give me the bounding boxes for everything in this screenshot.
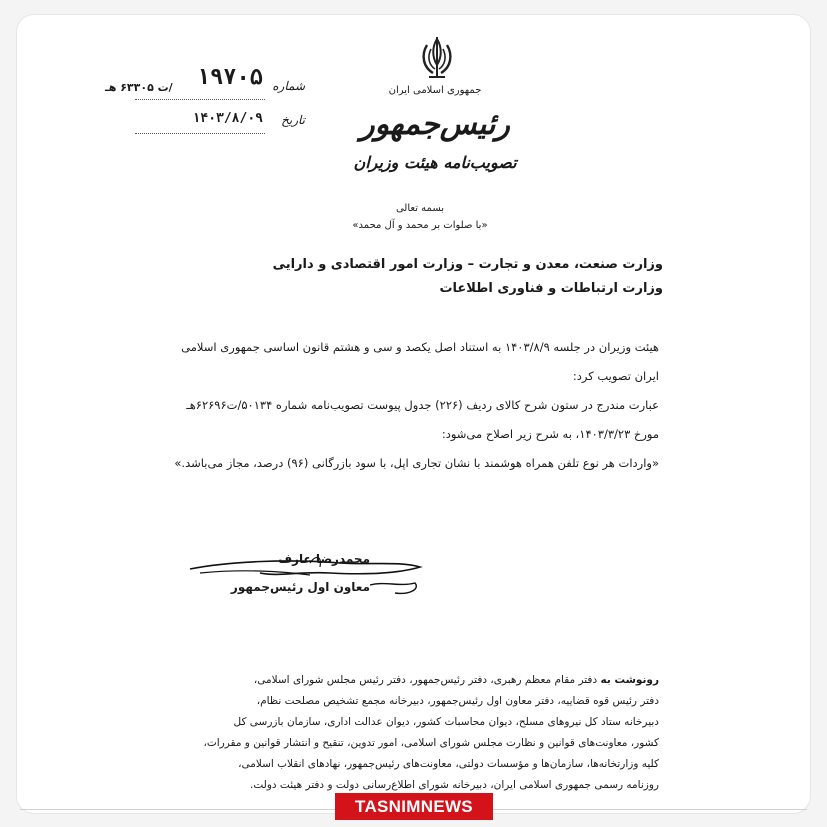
- cc-line: روزنامه رسمی جمهوری اسلامی ایران، دبیرخانه شورای اطلاع‌رسانی دولت و دفتر هیئت دولت.: [250, 779, 659, 791]
- decree-number-suffix: /ت ۶۳۳۰۵ هـ: [105, 81, 173, 94]
- salawat: «با صلوات بر محمد و آل محمد»: [352, 220, 488, 231]
- cc-list: [99, 670, 659, 796]
- recipient-line-2: وزارت ارتباطات و فناوری اطلاعات: [439, 281, 663, 296]
- body-line: مورخ ۱۴۰۳/۳/۲۳، به شرح زیر اصلاح می‌شود:: [441, 427, 659, 441]
- number-underline: [135, 99, 265, 100]
- decree-date: ۱۴۰۳/۸/۰۹: [192, 111, 263, 126]
- cc-line: کلیه وزارتخانه‌ها، سازمان‌ها و مؤسسات دولتی، معاونت‌های رئیس‌جمهور، نهادهای انقلاب اسلامی،: [238, 758, 659, 770]
- office-title: رئیس‌جمهور: [360, 107, 510, 142]
- body-line: هیئت وزیران در جلسه ۱۴۰۳/۸/۹ به استناد اصل یکصد و سی و هشتم قانون اساسی جمهوری اسلامی: [181, 340, 659, 354]
- bismillah: بسمه تعالی: [395, 203, 445, 214]
- body-line: «واردات هر نوع تلفن همراه هوشمند با نشان تجاری اپل، با سود بازرگانی (۹۶) درصد، مجاز می‌باشد.»: [174, 456, 659, 470]
- reference-number-row: [105, 65, 305, 105]
- cc-line: دفتر رئیس قوه قضاییه، دفتر معاون اول رئیس‌جمهور، دبیرخانه مجمع تشخیص مصلحت نظام،: [256, 695, 659, 707]
- cc-line: کشور، معاونت‌های قوانین و نظارت مجلس شورای اسلامی، امور تدوین، تنقیح و انتشار قوانین و مقررات،: [203, 737, 659, 749]
- cc-line: دفتر مقام معظم رهبری، دفتر رئیس‌جمهور، دفتر رئیس مجلس شورای اسلامی،: [253, 674, 598, 686]
- tasnimnews-watermark: TASNIMNEWS: [335, 793, 493, 820]
- body-line: عبارت مندرج در ستون شرح کالای ردیف (۲۲۶) جدول پیوست تصویب‌نامه شماره ۵۰۱۳۴/ت۶۲۶۹۶هـ: [186, 398, 659, 412]
- body-line: ایران تصویب کرد:: [572, 369, 659, 383]
- date-label: تاریخ: [281, 113, 305, 127]
- document-page: [16, 14, 811, 814]
- cc-label: رونوشت به: [600, 674, 659, 686]
- recipients: [163, 253, 663, 301]
- reference-block: [105, 65, 305, 139]
- recipient-line-1: وزارت صنعت، معدن و تجارت – وزارت امور اقتصادی و دارایی: [272, 257, 663, 272]
- decree-body: [119, 333, 659, 478]
- number-label: شماره: [272, 79, 305, 93]
- decree-number: ۱۹۷۰۵: [196, 65, 263, 90]
- date-underline: [135, 133, 265, 134]
- signatory-name: محمدرضا عارف: [278, 552, 370, 566]
- decree-document: [35, 15, 795, 805]
- cc-line: دبیرخانه ستاد کل نیروهای مسلح، دیوان محاسبات کشور، دیوان عدالت اداری، سازمان بازرسی کل: [233, 716, 659, 728]
- iran-emblem-icon: [415, 35, 459, 81]
- signatory-title: معاون اول رئیس‌جمهور: [230, 580, 370, 594]
- emblem-caption: جمهوری اسلامی ایران: [388, 85, 482, 96]
- reference-date-row: [105, 105, 305, 139]
- decree-title: تصویب‌نامه هیئت وزیران: [353, 153, 517, 172]
